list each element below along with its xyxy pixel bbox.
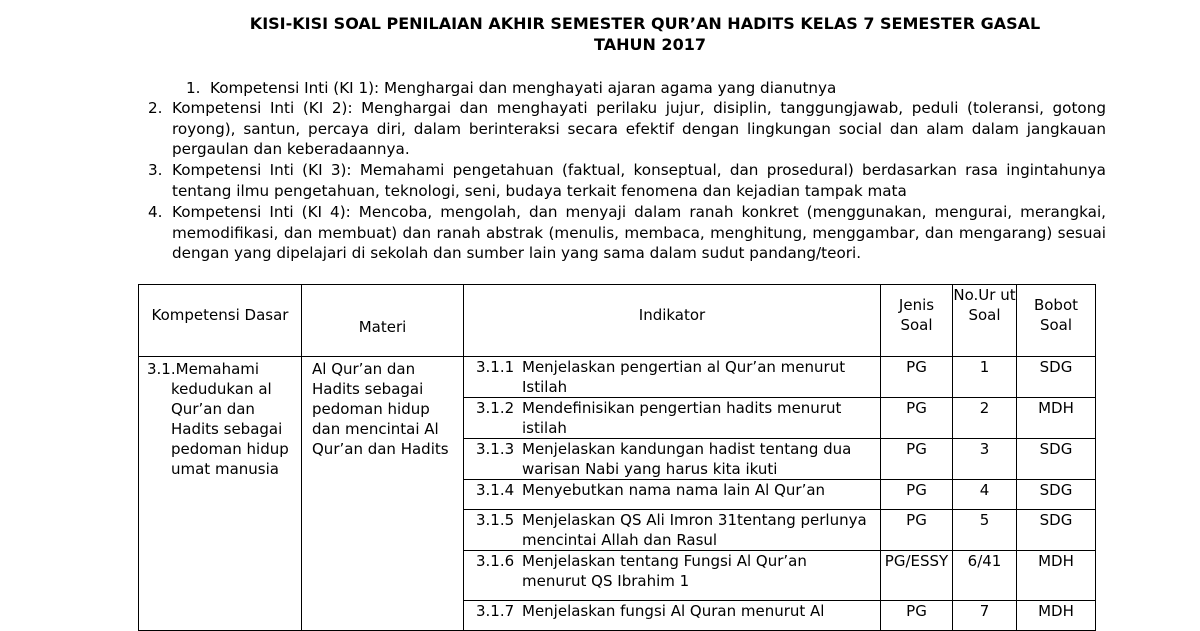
indikator-text: Menyebutkan nama nama lain Al Qur’an (522, 481, 826, 499)
kd-number: 3.1. (147, 360, 176, 378)
ki-text: Kompetensi Inti (KI 3): Memahami pengetahuan (faktual, konseptual, dan prosedural) berdasarkan rasa ingintahunya tentang ilmu pengetahuan, teknologi, seni, budaya terkait fenomena dan kejadian tampak mata (172, 161, 1106, 200)
indikator-number: 3.1.5 (476, 511, 515, 529)
no-urut-cell: 1 (953, 357, 1017, 398)
jenis-soal-cell: PG/ESSY (881, 551, 953, 601)
header-kompetensi-dasar: Kompetensi Dasar (139, 285, 302, 357)
jenis-soal-cell: PG (881, 398, 953, 439)
ki-number: 2. (148, 99, 163, 117)
ki-text: Kompetensi Inti (KI 2): Menghargai dan menghayati perilaku jujur, disiplin, tanggungjawab, peduli (toleransi, gotong royong), santun, percaya diri, dalam berinteraksi secara efektif dengan lingkungan social dan alam dalam jangkauan pergaulan dan keberadaannya. (172, 99, 1106, 158)
bobot-cell: SDG (1017, 480, 1096, 510)
indikator-cell (464, 601, 881, 631)
bobot-cell: MDH (1017, 551, 1096, 601)
materi-cell: Al Qur’an dan Hadits sebagai pedoman hidup dan mencintai Al Qur’an dan Hadits (302, 357, 464, 631)
indikator-number: 3.1.4 (476, 481, 515, 499)
kisi-kisi-table (138, 284, 1096, 631)
bobot-cell: SDG (1017, 357, 1096, 398)
indikator-number: 3.1.6 (476, 552, 515, 570)
no-urut-cell: 4 (953, 480, 1017, 510)
ki-item-2 (148, 98, 1106, 160)
indikator-cell (464, 551, 881, 601)
jenis-soal-cell: PG (881, 510, 953, 551)
bobot-cell: SDG (1017, 510, 1096, 551)
indikator-text: Mendefinisikan pengertian hadits menurut istilah (522, 399, 842, 437)
ki-text: Kompetensi Inti (KI 1): Menghargai dan menghayati ajaran agama yang dianutnya (210, 79, 837, 97)
document-year: TAHUN 2017 (594, 35, 706, 54)
indikator-number: 3.1.1 (476, 358, 515, 376)
indikator-number: 3.1.7 (476, 602, 515, 620)
no-urut-cell: 2 (953, 398, 1017, 439)
kompetensi-dasar-cell (139, 357, 302, 631)
indikator-cell (464, 510, 881, 551)
bobot-cell: SDG (1017, 439, 1096, 480)
ki-item-1 (186, 78, 886, 99)
indikator-text: Menjelaskan QS Ali Imron 31tentang perlunya mencintai Allah dan Rasul (522, 511, 867, 549)
indikator-number: 3.1.2 (476, 399, 515, 417)
indikator-cell (464, 398, 881, 439)
indikator-number: 3.1.3 (476, 440, 515, 458)
ki-item-3 (148, 160, 1106, 201)
bobot-cell: MDH (1017, 398, 1096, 439)
no-urut-cell: 3 (953, 439, 1017, 480)
ki-number: 1. (186, 79, 201, 97)
jenis-soal-cell: PG (881, 357, 953, 398)
indikator-text: Menjelaskan pengertian al Qur’an menurut Istilah (522, 358, 846, 396)
indikator-cell (464, 357, 881, 398)
header-bobot-soal: Bobot Soal (1017, 285, 1096, 357)
no-urut-cell: 6/41 (953, 551, 1017, 601)
jenis-soal-cell: PG (881, 601, 953, 631)
ki-item-4 (148, 202, 1106, 264)
document-title: KISI-KISI SOAL PENILAIAN AKHIR SEMESTER QUR’AN HADITS KELAS 7 SEMESTER GASAL (249, 14, 1041, 33)
ki-number: 3. (148, 161, 163, 179)
indikator-text: Menjelaskan tentang Fungsi Al Qur’an menurut QS Ibrahim 1 (522, 552, 807, 590)
kd-text: Memahami kedudukan al Qur’an dan Hadits sebagai pedoman hidup umat manusia (171, 360, 289, 478)
no-urut-cell: 5 (953, 510, 1017, 551)
indikator-cell (464, 439, 881, 480)
no-urut-cell: 7 (953, 601, 1017, 631)
jenis-soal-cell: PG (881, 480, 953, 510)
jenis-soal-cell: PG (881, 439, 953, 480)
indikator-text: Menjelaskan kandungan hadist tentang dua warisan Nabi yang harus kita ikuti (522, 440, 852, 478)
header-jenis-soal: Jenis Soal (881, 285, 953, 357)
header-no-urut-soal: No.Ur ut Soal (953, 285, 1017, 357)
ki-number: 4. (148, 203, 163, 221)
header-materi: Materi (302, 285, 464, 357)
table-header-row (139, 285, 1096, 357)
indikator-text: Menjelaskan fungsi Al Quran menurut Al (522, 602, 825, 620)
ki-text: Kompetensi Inti (KI 4): Mencoba, mengolah, dan menyaji dalam ranah konkret (menggunakan, mengurai, merangkai, memodifikasi, dan membuat) dan ranah abstrak (menulis, membaca, menghitung, menggambar, dan mengarang) sesuai dengan yang dipelajari di sekolah dan sumber lain yang sama dalam sudut pandang/teori. (172, 203, 1106, 262)
indikator-cell (464, 480, 881, 510)
header-indikator: Indikator (464, 285, 881, 357)
bobot-cell: MDH (1017, 601, 1096, 631)
table-row (139, 357, 1096, 398)
